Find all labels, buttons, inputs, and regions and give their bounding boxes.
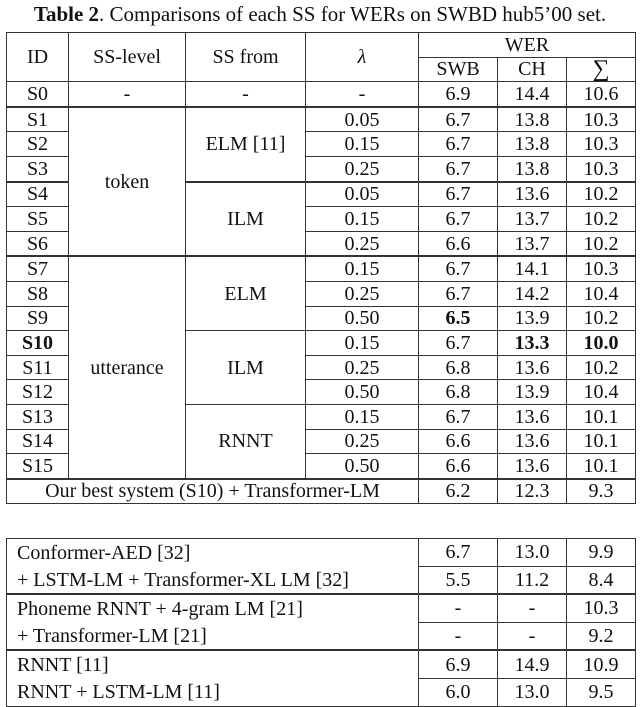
lambda-cell: 0.15 [306,207,419,232]
row-id: S11 [7,355,69,380]
ss-from-cell: RNNT [186,404,306,478]
lambda-cell: 0.50 [306,380,419,405]
table-row [7,678,636,706]
system-label: RNNT + LSTM-LM [11] [7,678,419,706]
sum-cell: 10.1 [567,429,636,454]
ch-cell: 13.6 [498,454,567,479]
ch-cell: 14.4 [498,82,567,107]
header-wer: WER [419,33,636,58]
reference-systems-table [6,538,636,707]
sum-cell: 8.4 [567,566,636,594]
table-row [7,107,636,132]
swb-cell: 6.7 [419,404,498,429]
sum-cell: 10.3 [567,256,636,281]
swb-cell: 6.7 [419,281,498,306]
lambda-cell: - [306,82,419,107]
row-id: S5 [7,207,69,232]
row-id: S7 [7,256,69,281]
table-row [7,566,636,594]
swb-cell: 6.8 [419,380,498,405]
ch-cell: 14.2 [498,281,567,306]
row-id: S0 [7,82,69,107]
lambda-cell: 0.25 [306,156,419,181]
sum-cell: 10.3 [567,132,636,157]
table-row [7,650,636,678]
sum-cell: 10.2 [567,182,636,207]
lambda-cell: 0.15 [306,404,419,429]
swb-cell: 6.6 [419,429,498,454]
row-id: S14 [7,429,69,454]
ch-cell: 13.6 [498,182,567,207]
ch-cell: 13.6 [498,429,567,454]
swb-cell: 6.6 [419,454,498,479]
swb-cell: 6.7 [419,539,498,567]
ch-cell: 13.7 [498,231,567,256]
swb-cell: 6.7 [419,182,498,207]
ss-from-cell: - [186,82,306,107]
system-label: RNNT [11] [7,650,419,678]
sum-cell: 9.3 [567,479,636,504]
ch-cell: 13.6 [498,404,567,429]
lambda-cell: 0.25 [306,429,419,454]
row-id: S8 [7,281,69,306]
ch-cell: 12.3 [498,479,567,504]
row-id: S9 [7,306,69,331]
ch-cell: 13.0 [498,678,567,706]
ss-level-cell: - [69,82,186,107]
system-label: Conformer-AED [32] [7,539,419,567]
table-row [7,256,636,281]
ss-from-cell: ELM [11] [186,107,306,182]
row-id: S13 [7,404,69,429]
ch-cell: - [498,622,567,650]
ch-cell: - [498,594,567,622]
row-id: S6 [7,231,69,256]
sum-cell: 10.3 [567,107,636,132]
header-ss-from: SS from [186,33,306,82]
sum-cell: 10.2 [567,207,636,232]
lambda-cell: 0.50 [306,454,419,479]
table-row [7,539,636,567]
lambda-cell: 0.05 [306,107,419,132]
sum-cell: 9.9 [567,539,636,567]
ss-level-cell: utterance [69,256,186,478]
swb-cell: 6.7 [419,207,498,232]
system-label: + LSTM-LM + Transformer-XL LM [32] [7,566,419,594]
sum-cell: 10.1 [567,404,636,429]
lambda-cell: 0.15 [306,132,419,157]
ch-cell: 13.7 [498,207,567,232]
sum-cell: 10.2 [567,306,636,331]
swb-cell: 6.6 [419,231,498,256]
sum-cell: 10.3 [567,156,636,181]
table-caption [0,2,640,27]
ch-cell: 13.8 [498,156,567,181]
swb-cell: - [419,622,498,650]
row-id: S10 [7,331,69,356]
swb-cell: 6.7 [419,156,498,181]
row-id: S2 [7,132,69,157]
sum-cell: 10.9 [567,650,636,678]
lambda-cell: 0.50 [306,306,419,331]
table-row [7,82,636,107]
sum-cell: 10.3 [567,594,636,622]
header-lambda: λ [306,33,419,82]
system-label: + Transformer-LM [21] [7,622,419,650]
lambda-cell: 0.25 [306,355,419,380]
row-id: S3 [7,156,69,181]
ch-cell: 11.2 [498,566,567,594]
ch-cell: 13.6 [498,355,567,380]
header-row [7,33,636,58]
header-swb: SWB [419,57,498,82]
swb-cell: 6.7 [419,331,498,356]
lambda-cell: 0.15 [306,331,419,356]
header-id: ID [7,33,69,82]
ss-from-cell: ELM [186,256,306,330]
ss-level-cell: token [69,107,186,257]
lambda-cell: 0.25 [306,281,419,306]
sum-cell: 10.1 [567,454,636,479]
header-ch: CH [498,57,567,82]
ch-cell: 14.9 [498,650,567,678]
header-ss-level: SS-level [69,33,186,82]
row-id: S15 [7,454,69,479]
swb-cell: 5.5 [419,566,498,594]
ch-cell: 13.3 [498,331,567,356]
sum-cell: 10.6 [567,82,636,107]
best-system-label: Our best system (S10) + Transformer-LM [7,479,419,504]
swb-cell: 6.7 [419,132,498,157]
sum-cell: 9.5 [567,678,636,706]
swb-cell: 6.0 [419,678,498,706]
header-sum: ∑ [567,57,636,82]
sum-cell: 10.0 [567,331,636,356]
ch-cell: 14.1 [498,256,567,281]
best-system-row [7,479,636,504]
ch-cell: 13.9 [498,380,567,405]
sum-cell: 10.4 [567,380,636,405]
sum-cell: 9.2 [567,622,636,650]
row-id: S4 [7,182,69,207]
lambda-cell: 0.15 [306,256,419,281]
ss-from-cell: ILM [186,182,306,257]
caption-text: . Comparisons of each SS for WERs on SWBD hub5’00 set. [99,2,607,26]
ch-cell: 13.9 [498,306,567,331]
ss-comparison-table [6,32,636,504]
swb-cell: 6.9 [419,82,498,107]
swb-cell: 6.2 [419,479,498,504]
swb-cell: 6.8 [419,355,498,380]
lambda-cell: 0.25 [306,231,419,256]
ch-cell: 13.8 [498,107,567,132]
sum-cell: 10.2 [567,231,636,256]
sum-cell: 10.2 [567,355,636,380]
ss-from-cell: ILM [186,331,306,405]
caption-label: Table 2 [33,2,100,26]
lambda-cell: 0.05 [306,182,419,207]
table-row [7,594,636,622]
row-id: S1 [7,107,69,132]
swb-cell: 6.7 [419,256,498,281]
ch-cell: 13.0 [498,539,567,567]
swb-cell: 6.7 [419,107,498,132]
swb-cell: 6.5 [419,306,498,331]
sum-cell: 10.4 [567,281,636,306]
table-row [7,622,636,650]
row-id: S12 [7,380,69,405]
swb-cell: - [419,594,498,622]
swb-cell: 6.9 [419,650,498,678]
system-label: Phoneme RNNT + 4-gram LM [21] [7,594,419,622]
ch-cell: 13.8 [498,132,567,157]
